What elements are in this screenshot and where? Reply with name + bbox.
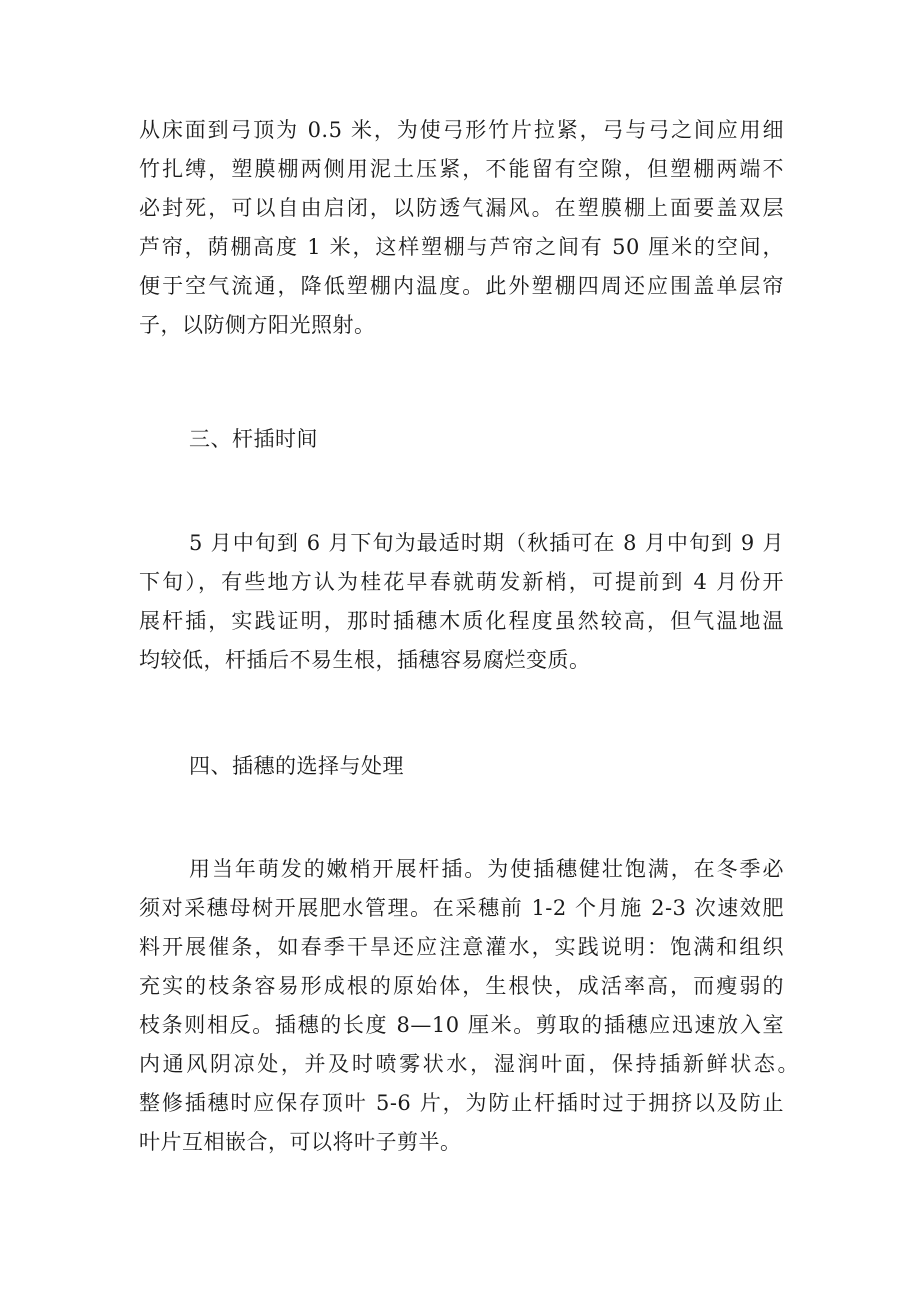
text-line: 子，以防侧方阳光照射。 [139,313,376,337]
text-line: 从床面到弓顶为 0.5 米，为使弓形竹片拉紧，弓与弓之间应用细 [139,118,784,142]
text-line: 5 月中旬到 6 月下旬为最适时期（秋插可在 8 月中旬到 9 月 [189,531,784,555]
text-line: 展杆插，实践证明，那时插穗木质化程度虽然较高，但气温地温 [139,609,784,633]
text-line: 芦帘，荫棚高度 1 米，这样塑棚与芦帘之间有 50 厘米的空间， [139,235,784,259]
text-line: 料开展催条，如春季干旱还应注意灌水，实践说明：饱满和组织 [139,935,784,959]
text-line: 便于空气流通，降低塑棚内温度。此外塑棚四周还应围盖单层帘 [139,274,784,298]
section-heading: 四、插穗的选择与处理 [189,754,404,778]
text-line: 均较低，杆插后不易生根，插穗容易腐烂变质。 [139,648,591,672]
text-line: 内通风阴凉处，并及时喷雾状水，湿润叶面，保持插新鲜状态。 [139,1052,799,1076]
text-line: 整修插穗时应保存顶叶 5-6 片，为防止杆插时过于拥挤以及防止 [139,1091,784,1115]
text-line: 叶片互相嵌合，可以将叶子剪半。 [139,1130,462,1154]
text-line: 下旬），有些地方认为桂花早春就萌发新梢，可提前到 4 月份开 [139,570,784,594]
text-line: 枝条则相反。插穗的长度 8—10 厘米。剪取的插穗应迅速放入室 [139,1013,784,1037]
text-line: 须对采穗母树开展肥水管理。在采穗前 1-2 个月施 2-3 次速效肥 [139,896,784,920]
text-line: 必封死，可以自由启闭，以防透气漏风。在塑膜棚上面要盖双层 [139,196,784,220]
text-line: 用当年萌发的嫩梢开展杆插。为使插穗健壮饱满，在冬季必 [189,857,784,881]
section-heading: 三、杆插时间 [189,427,318,451]
text-line: 竹扎缚，塑膜棚两侧用泥土压紧，不能留有空隙，但塑棚两端不 [139,157,784,181]
text-line: 充实的枝条容易形成根的原始体，生根快，成活率高，而瘦弱的 [139,974,784,998]
